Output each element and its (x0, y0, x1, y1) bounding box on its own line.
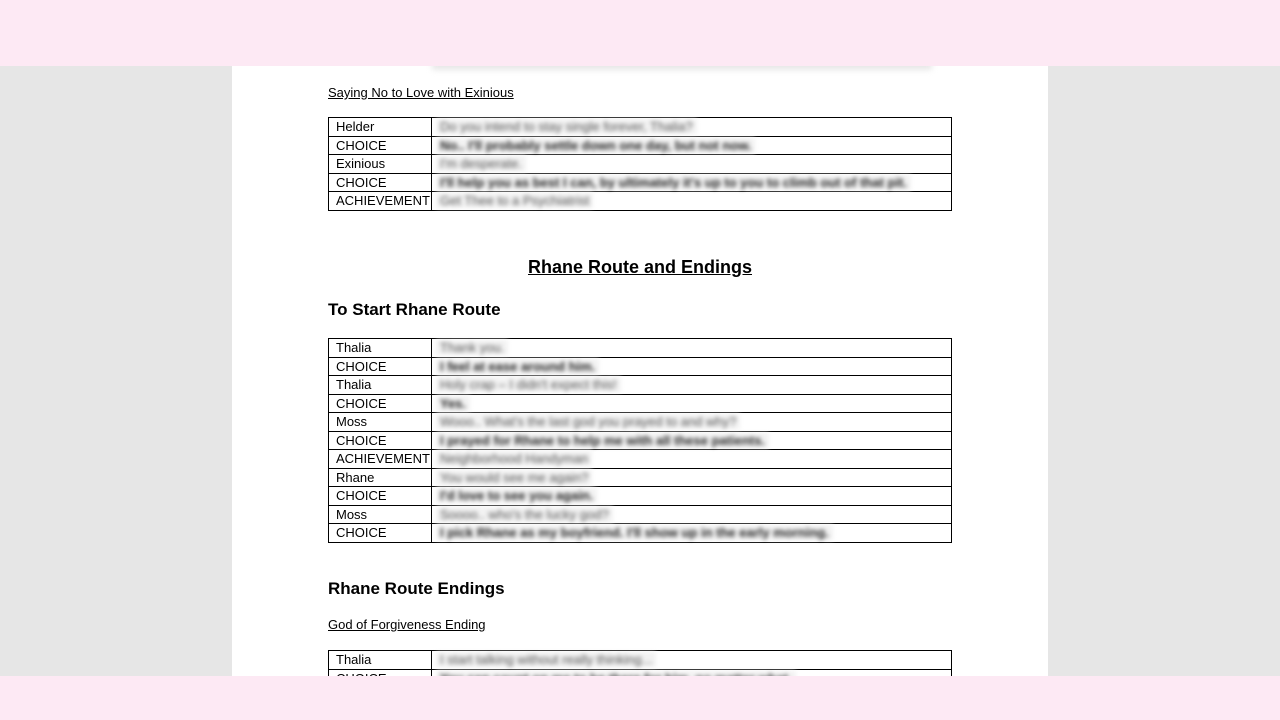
speaker-cell: Helder (329, 118, 432, 137)
dialogue-row (329, 155, 952, 174)
bottom-margin-band (0, 676, 1280, 720)
rhane-endings-heading: Rhane Route Endings (328, 579, 505, 598)
redacted-dialogue-text: Yes. (436, 396, 470, 411)
speaker-cell: Thalia (329, 376, 432, 395)
redacted-dialogue-text: Wooo.. What's the last god you prayed to and why? (436, 414, 740, 429)
line-cell (432, 118, 952, 137)
dialogue-row (329, 450, 952, 469)
redacted-dialogue-text: Get Thee to a Psychiatrist (436, 193, 593, 208)
dialogue-row (329, 357, 952, 376)
redacted-dialogue-text: I pick Rhane as my boyfriend. I'll show up in the early morning. (436, 525, 833, 540)
redacted-dialogue-text: Soooo.. who's the lucky god? (436, 507, 613, 522)
line-cell (432, 192, 952, 211)
speaker-cell: CHOICE (329, 173, 432, 192)
line-cell (432, 524, 952, 543)
line-cell (432, 468, 952, 487)
speaker-cell: ACHIEVEMENT (329, 450, 432, 469)
exinious-dialogue-table (328, 117, 952, 211)
speaker-cell: CHOICE (329, 524, 432, 543)
redacted-dialogue-text: I feel at ease around him. (436, 359, 599, 374)
dialogue-row (329, 136, 952, 155)
speaker-cell: CHOICE (329, 487, 432, 506)
redacted-dialogue-text: You would see me again? (436, 470, 592, 485)
speaker-cell: Thalia (329, 339, 432, 358)
speaker-cell: CHOICE (329, 394, 432, 413)
speaker-cell: CHOICE (329, 357, 432, 376)
top-margin-band (0, 0, 1280, 66)
line-cell (432, 173, 952, 192)
exinious-subtitle: Saying No to Love with Exinious (328, 85, 514, 100)
dialogue-row (329, 468, 952, 487)
rhane-start-table (328, 338, 952, 543)
speaker-cell: CHOICE (329, 431, 432, 450)
redacted-dialogue-text: I'll help you as best I can, by ultimately it's up to you to climb out of that pit. (436, 175, 911, 190)
line-cell (432, 487, 952, 506)
dialogue-row (329, 413, 952, 432)
dialogue-row (329, 339, 952, 358)
line-cell (432, 505, 952, 524)
line-cell (432, 376, 952, 395)
start-rhane-heading: To Start Rhane Route (328, 300, 501, 319)
dialogue-row (329, 651, 952, 670)
document-page (232, 66, 1048, 676)
redacted-dialogue-text: I'd love to see you again. (436, 488, 597, 503)
speaker-cell: Thalia (329, 651, 432, 670)
dialogue-row (329, 118, 952, 137)
redacted-dialogue-text: No.. I'll probably settle down one day, but not now. (436, 138, 755, 153)
line-cell (432, 339, 952, 358)
dialogue-row (329, 524, 952, 543)
line-cell (432, 431, 952, 450)
redacted-dialogue-text: Neighborhood Handyman (436, 451, 592, 466)
redacted-dialogue-text: Thank you. (436, 340, 508, 355)
dialogue-row (329, 431, 952, 450)
line-cell (432, 357, 952, 376)
line-cell (432, 394, 952, 413)
dialogue-row (329, 394, 952, 413)
rhane-route-title: Rhane Route and Endings (527, 257, 752, 277)
redacted-dialogue-text: Holy crap – I didn't expect this! (436, 377, 621, 392)
speaker-cell: Rhane (329, 468, 432, 487)
dialogue-row (329, 192, 952, 211)
line-cell (432, 651, 952, 670)
speaker-cell: ACHIEVEMENT (329, 192, 432, 211)
line-cell (432, 155, 952, 174)
speaker-cell: Moss (329, 505, 432, 524)
line-cell (432, 450, 952, 469)
speaker-cell: Exinious (329, 155, 432, 174)
speaker-cell: Moss (329, 413, 432, 432)
redacted-dialogue-text: I prayed for Rhane to help me with all these patients. (436, 433, 769, 448)
line-cell (432, 413, 952, 432)
redacted-dialogue-text: Do you intend to stay single forever, Thalia? (436, 119, 697, 134)
dialogue-row (329, 505, 952, 524)
dialogue-row (329, 487, 952, 506)
redacted-dialogue-text: I'm desperate. (436, 156, 526, 171)
redacted-dialogue-text: I start talking without really thinking... (436, 652, 656, 667)
dialogue-row (329, 173, 952, 192)
forgiveness-ending-subtitle: God of Forgiveness Ending (328, 617, 486, 632)
line-cell (432, 136, 952, 155)
speaker-cell: CHOICE (329, 136, 432, 155)
dialogue-row (329, 376, 952, 395)
